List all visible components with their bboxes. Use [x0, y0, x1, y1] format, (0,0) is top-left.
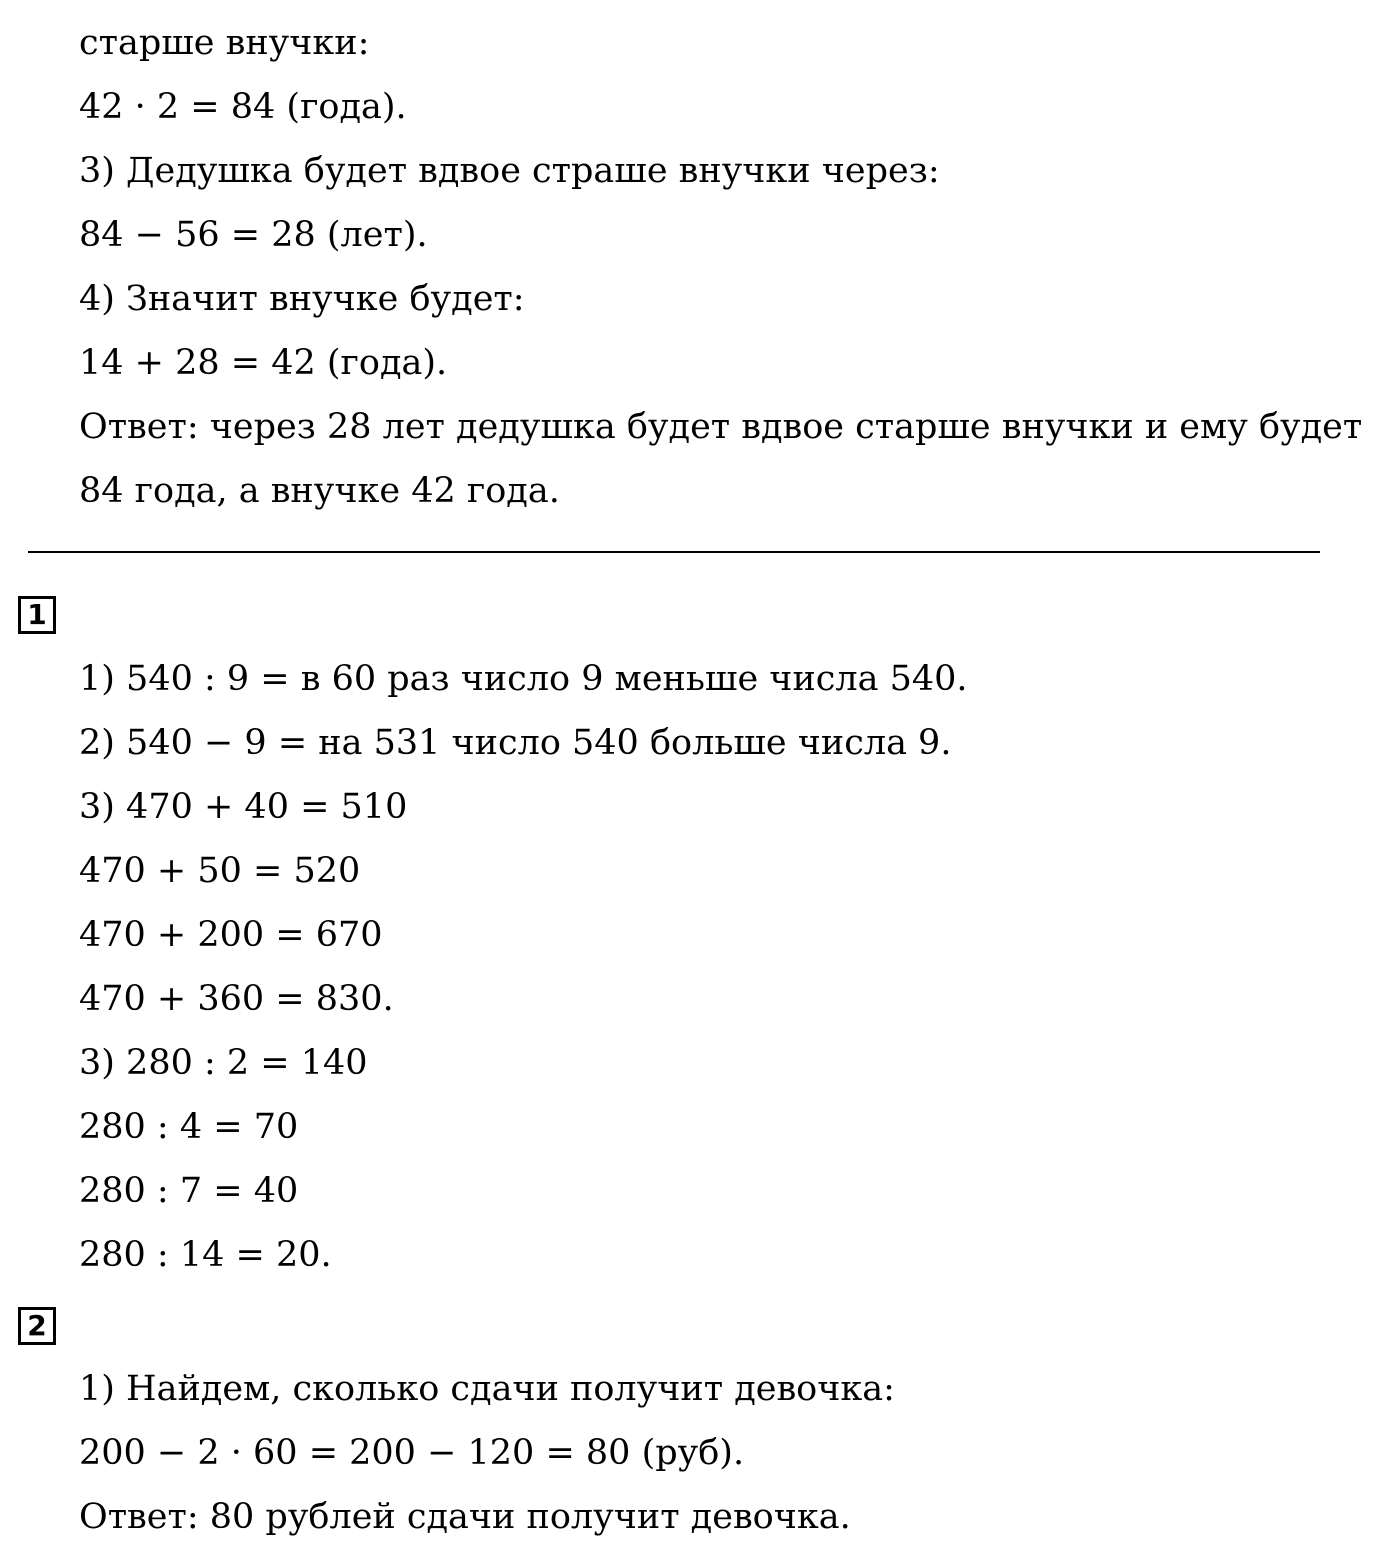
- solution-line: старше внучки:: [79, 23, 370, 63]
- solution-line: 280 : 4 = 70: [79, 1107, 299, 1147]
- solution-line: 280 : 7 = 40: [79, 1171, 299, 1211]
- solution-line: 42 · 2 = 84 (года).: [79, 87, 407, 127]
- solution-line: 84 − 56 = 28 (лет).: [79, 215, 428, 255]
- task-number-badge: 2: [18, 1307, 56, 1345]
- answer-line: 84 года, а внучке 42 года.: [79, 471, 560, 511]
- solution-line: 470 + 50 = 520: [79, 851, 361, 891]
- solution-line: 3) 280 : 2 = 140: [79, 1043, 368, 1083]
- solution-line: 3) Дедушка будет вдвое страше внучки через:: [79, 151, 940, 191]
- section-divider: [28, 551, 1320, 553]
- answer-line: Ответ: через 28 лет дедушка будет вдвое старше внучки и ему будет: [79, 407, 1363, 447]
- solution-line: 280 : 14 = 20.: [79, 1235, 332, 1275]
- solution-line: 1) Найдем, сколько сдачи получит девочка:: [79, 1369, 895, 1409]
- solution-line: 470 + 360 = 830.: [79, 979, 394, 1019]
- solution-line: 470 + 200 = 670: [79, 915, 383, 955]
- solution-line: 200 − 2 · 60 = 200 − 120 = 80 (руб).: [79, 1433, 745, 1473]
- task-number-badge: 1: [18, 596, 56, 634]
- solution-line: 3) 470 + 40 = 510: [79, 787, 408, 827]
- solution-line: 14 + 28 = 42 (года).: [79, 343, 448, 383]
- solution-line: 2) 540 − 9 = на 531 число 540 больше числа 9.: [79, 723, 952, 763]
- solution-line: 4) Значит внучке будет:: [79, 279, 525, 319]
- answer-line: Ответ: 80 рублей сдачи получит девочка.: [79, 1497, 851, 1537]
- solution-line: 1) 540 : 9 = в 60 раз число 9 меньше числа 540.: [79, 659, 968, 699]
